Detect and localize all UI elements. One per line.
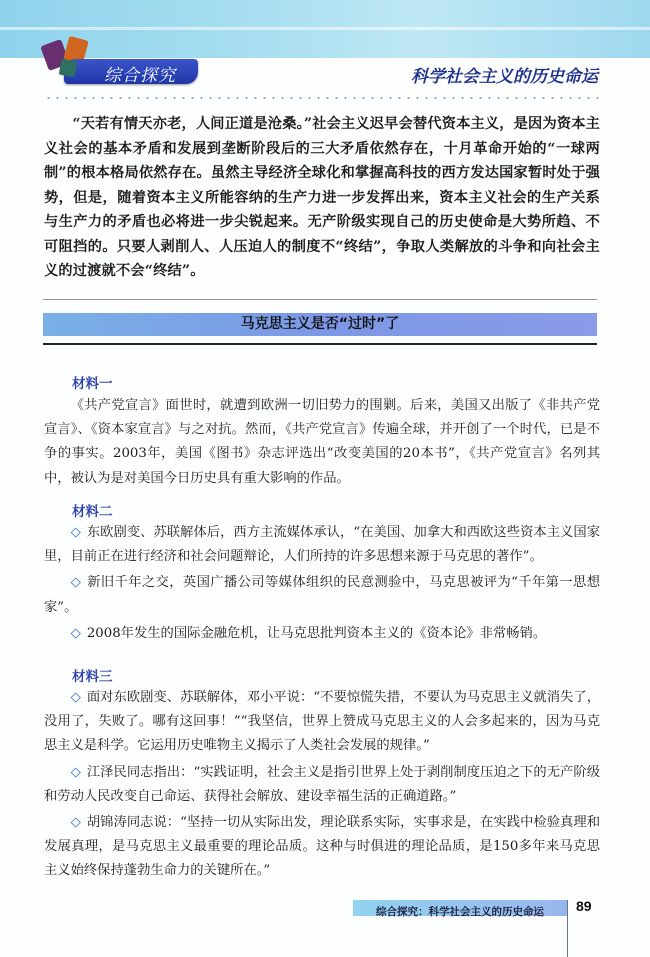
material-item: ◇ 2008年发生的国际金融危机，让马克思批判资本主义的《资本论》非常畅销。 (70, 625, 547, 641)
section-title: 马克思主义是否“过时”了 (240, 316, 400, 332)
intro-paragraph: “天若有情天亦老，人间正道是沧桑。”社会主义迟早会替代资本主义，是因为资本主义社会的基本矛盾和发展到垄断阶段后的三大矛盾依然存在，十月革命开始的“一球两制”的根本格局依然存在。虽然主导经济全球化和掌握高科技的西方发达国家暂时处于强势，但是，随着资本主义所能容纳的生产力进一步发挥出来，资本主义社会的生产关系与生产力的矛盾也必将进一步尖锐起来。无产阶级实现自己的历史使命是大势所趋、不可阻挡的。只要人剥削人、人压迫人的制度不“终结”，争取人类解放的斗争和向社会主义的过渡就不会“终结”。 (44, 116, 600, 279)
section-title-bar (43, 313, 597, 336)
diamond-bullet-icon: ◇ (70, 815, 81, 831)
diamond-bullet-icon: ◇ (70, 525, 81, 540)
footer-divider (567, 900, 568, 957)
material-item: ◇ 江泽民同志指出：“实践证明，社会主义是指引世界上处于剥削制度压迫之下的无产阶级和劳动人民改变自己命运、获得社会解放、建设幸福生活的正确道路。” (44, 764, 601, 804)
material-item: ◇ 新旧千年之交，英国广播公司等媒体组织的民意测验中，马克思被评为“千年第一思想家”。 (44, 575, 600, 615)
footer-running-title-bar (353, 900, 567, 916)
badge-label: 综合探究 (104, 66, 176, 86)
section-rule-bottom (43, 343, 597, 345)
footer-running-title: 综合探究：科学社会主义的历史命运 (376, 906, 544, 918)
diamond-bullet-icon: ◇ (70, 625, 81, 641)
material-3-body (44, 686, 600, 884)
diamond-bullet-icon: ◇ (70, 690, 81, 705)
material-item: 《共产党宣言》面世时，就遭到欧洲一切旧势力的围剿。后来，美国又出版了《非共产党宣言》、《资本家宣言》与之对抗。然而，《共产党宣言》传遍全球，并开创了一个时代，已是不争的事实。2003年，美国《图书》杂志评选出“改变美国的20本书”，《共产党宣言》名列其中，被认为是对美国今日历史具有重大影响的作品。 (44, 398, 600, 486)
puzzle-piece-icon (59, 59, 78, 78)
material-2-heading: 材料二 (72, 504, 113, 520)
section-rule-top (43, 299, 597, 300)
diamond-bullet-icon: ◇ (70, 575, 82, 591)
diamond-bullet-icon: ◇ (70, 764, 81, 780)
chapter-title: 科学社会主义的历史命运 (411, 67, 598, 87)
material-2-body (44, 521, 600, 646)
page-number: 89 (576, 898, 592, 914)
material-1-heading: 材料一 (72, 376, 113, 392)
header-banner (0, 0, 650, 58)
material-3-heading: 材料三 (72, 669, 113, 685)
section-badge (64, 59, 198, 84)
material-item: ◇ 面对东欧剧变、苏联解体，邓小平说：“不要惊慌失措，不要认为马克思主义就消失了，没用了，失败了。哪有这回事！”“我坚信，世界上赞成马克思主义的人会多起来的，因为马克思主义是科学。它运用历史唯物主义揭示了人类社会发展的规律。” (44, 690, 601, 754)
dotted-divider (44, 97, 600, 99)
material-1-body (44, 394, 600, 491)
material-item: ◇ 胡锦涛同志说：“坚持一切从实际出发，理论联系实际，实事求是，在实践中检验真理和发展真理，是马克思主义最重要的理论品质。这种与时俱进的理论品质，是150多年来马克思主义始终保持蓬勃生命力的关键所在。” (44, 815, 601, 879)
material-item: ◇ 东欧剧变、苏联解体后，西方主流媒体承认，“在美国、加拿大和西欧这些资本主义国家里，目前正在进行经济和社会问题辩论，人们所持的许多思想来源于马克思的著作”。 (44, 525, 601, 565)
